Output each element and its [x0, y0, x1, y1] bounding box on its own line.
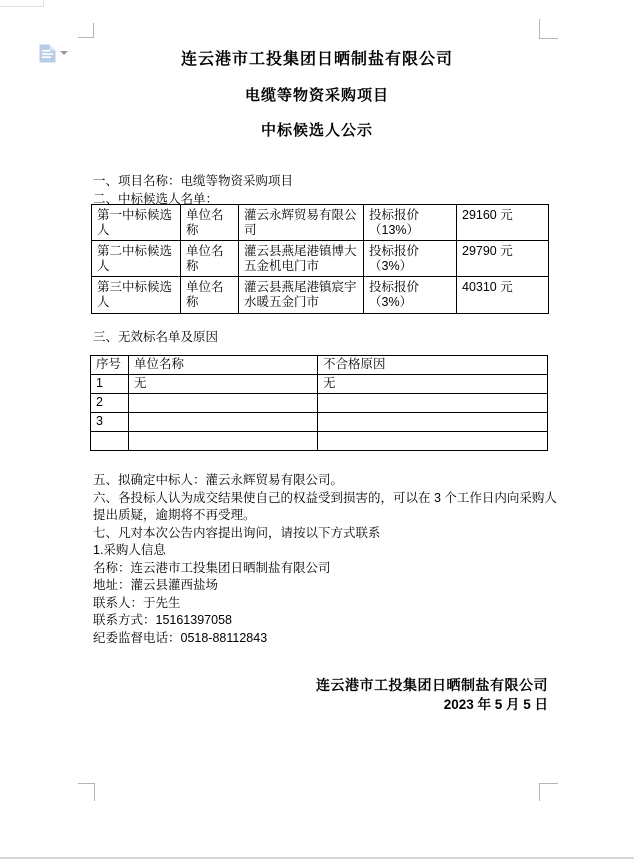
table-header-row	[91, 356, 548, 375]
signature-company: 连云港市工投集团日晒制盐有限公司	[316, 677, 548, 693]
contact-phone: 联系方式：15161397058	[93, 613, 232, 627]
invalid-reason: 无	[318, 375, 548, 394]
invalid-serial: 1	[91, 375, 129, 394]
candidate-price-label: 投标报价（3%）	[364, 277, 457, 314]
table-row	[91, 394, 548, 413]
candidate-field-label: 单位名称	[181, 241, 239, 277]
app-chrome-stub	[0, 0, 44, 7]
invalid-reason	[318, 394, 548, 413]
body-text-block	[93, 472, 565, 647]
candidate-price-label: 投标报价（13%）	[364, 205, 457, 241]
invalid-serial	[91, 432, 129, 451]
table-row	[92, 205, 549, 241]
contact-address: 地址：灌云县灌西盐场	[93, 578, 219, 592]
section-2-candidate-list-heading: 二、中标候选人名单：	[93, 192, 219, 206]
candidates-table	[91, 204, 549, 314]
candidate-field-label: 单位名称	[181, 277, 239, 314]
section-7-inquiry: 七、凡对本次公告内容提出询问，请按以下方式联系	[93, 525, 381, 540]
section-3-invalid-bids-heading: 三、无效标名单及原因	[93, 330, 219, 344]
invalid-serial: 2	[91, 394, 129, 413]
candidate-price-label: 投标报价（3%）	[364, 241, 457, 277]
col-header-company: 单位名称	[129, 356, 318, 375]
margin-corner-mark-bottom-left	[78, 783, 95, 801]
candidate-rank: 第三中标候选人	[92, 277, 181, 314]
contact-name: 名称：连云港市工投集团日晒制盐有限公司	[93, 560, 331, 575]
invalid-company: 无	[129, 375, 318, 394]
document-title-project: 电缆等物资采购项目	[244, 87, 389, 104]
contact-person: 联系人：于先生	[93, 595, 181, 610]
candidate-rank: 第二中标候选人	[92, 241, 181, 277]
candidate-price: 40310 元	[457, 277, 549, 314]
candidate-price: 29160 元	[457, 205, 549, 241]
contact-supervision-phone: 纪委监督电话：0518-88112843	[93, 630, 268, 645]
invalid-reason	[318, 432, 548, 451]
invalid-company	[129, 394, 318, 413]
margin-corner-mark-bottom-right	[539, 783, 558, 801]
table-row	[91, 375, 548, 394]
candidate-rank: 第一中标候选人	[92, 205, 181, 241]
candidate-price: 29790 元	[457, 241, 549, 277]
invalid-reason	[318, 413, 548, 432]
signature-date: 2023 年 5 月 5 日	[443, 697, 548, 712]
col-header-reason: 不合格原因	[318, 356, 548, 375]
candidate-company: 灌云县燕尾港镇博大五金机电门市	[239, 241, 364, 277]
document-title-notice: 中标候选人公示	[260, 122, 373, 139]
purchaser-info-heading: 1.采购人信息	[93, 543, 166, 557]
invalid-company	[129, 432, 318, 451]
table-row	[91, 432, 548, 451]
candidate-company: 灌云永辉贸易有限公司	[239, 205, 364, 241]
candidate-field-label: 单位名称	[181, 205, 239, 241]
invalid-serial: 3	[91, 413, 129, 432]
table-row	[92, 241, 549, 277]
section-5-winner: 五、拟确定中标人：灌云永辉贸易有限公司。	[93, 473, 344, 487]
document-title-company: 连云港市工投集团日晒制盐有限公司	[180, 51, 453, 68]
margin-corner-mark-top-left	[78, 23, 94, 38]
page-bottom-edge	[0, 857, 634, 859]
table-row	[91, 413, 548, 432]
invalid-bids-table	[90, 355, 548, 451]
section-1-project-name: 一、项目名称：电缆等物资采购项目	[93, 174, 294, 188]
section-6-objection-period: 六、各投标人认为成交结果使自己的权益受到损害的，可以在 3 个工作日内向采购人提出质疑，逾期将不再受理。	[93, 490, 557, 522]
invalid-company	[129, 413, 318, 432]
col-header-serial: 序号	[91, 356, 129, 375]
candidate-company: 灌云县燕尾港镇宸宇水暖五金门市	[239, 277, 364, 314]
table-row	[92, 277, 549, 314]
margin-corner-mark-top-right	[539, 19, 558, 39]
signature-block	[260, 675, 548, 715]
